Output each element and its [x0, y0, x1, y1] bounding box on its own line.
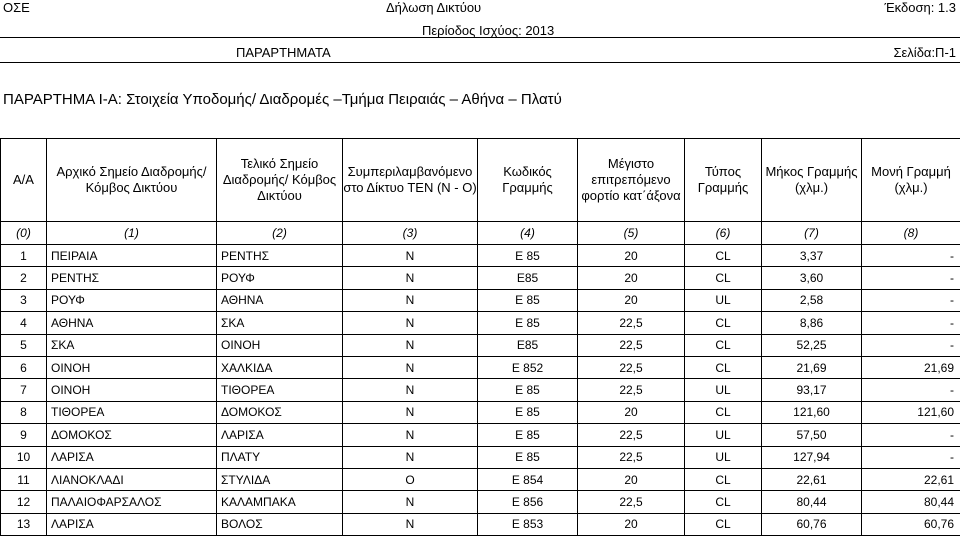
table-cell: ΔΟΜΟΚΟΣ: [47, 424, 217, 446]
column-header: Μονή Γραμμή (χλμ.): [862, 139, 960, 222]
table-cell: 22,5: [578, 424, 685, 446]
table-cell: Ε 85: [478, 446, 578, 468]
table-cell: 13: [1, 513, 47, 535]
table-cell: Ε85: [478, 334, 578, 356]
column-header: Κωδικός Γραμμής: [478, 139, 578, 222]
table-cell: 8: [1, 401, 47, 423]
table-cell: ΡΕΝΤΗΣ: [47, 267, 217, 289]
table-cell: -: [862, 424, 960, 446]
table-row: [1, 379, 960, 401]
table-cell: ΣΚΑ: [217, 312, 343, 334]
table-cell: Ν: [343, 334, 478, 356]
table-row: [1, 289, 960, 311]
table-cell: Ε 85: [478, 379, 578, 401]
table-cell: CL: [685, 312, 762, 334]
table-cell: -: [862, 446, 960, 468]
column-header: Μήκος Γραμμής (χλμ.): [762, 139, 862, 222]
table-cell: 22,61: [862, 468, 960, 490]
table-cell: 21,69: [862, 356, 960, 378]
table-cell: 11: [1, 468, 47, 490]
table-cell: UL: [685, 446, 762, 468]
table-row: [1, 446, 960, 468]
table-cell: ΡΟΥΦ: [47, 289, 217, 311]
table-row: [1, 401, 960, 423]
table-cell: CL: [685, 334, 762, 356]
table-cell: 121,60: [862, 401, 960, 423]
table-cell: 22,61: [762, 468, 862, 490]
table-cell: ΡΟΥΦ: [217, 267, 343, 289]
column-index: (8): [862, 222, 960, 245]
table-cell: 22,5: [578, 446, 685, 468]
table-cell: -: [862, 267, 960, 289]
table-cell: 52,25: [762, 334, 862, 356]
table-cell: ΟΙΝΟΗ: [47, 379, 217, 401]
table-cell: 20: [578, 401, 685, 423]
table-cell: 7: [1, 379, 47, 401]
column-header: Αρχικό Σημείο Διαδρομής/ Κόμβος Δικτύου: [47, 139, 217, 222]
table-cell: ΑΘΗΝΑ: [217, 289, 343, 311]
table-cell: ΠΕΙΡΑΙΑ: [47, 245, 217, 267]
table-row: [1, 267, 960, 289]
table-cell: 2,58: [762, 289, 862, 311]
table-cell: Ν: [343, 312, 478, 334]
table-cell: Ε 85: [478, 312, 578, 334]
table-cell: 3: [1, 289, 47, 311]
table-cell: CL: [685, 491, 762, 513]
table-cell: 3,37: [762, 245, 862, 267]
header-rule-2: [0, 62, 960, 63]
table-cell: ΚΑΛΑΜΠΑΚΑ: [217, 491, 343, 513]
table-cell: Ε 85: [478, 424, 578, 446]
table-cell: 8,86: [762, 312, 862, 334]
table-cell: -: [862, 312, 960, 334]
table-cell: ΠΑΛΑΙΟΦΑΡΣΑΛΟΣ: [47, 491, 217, 513]
routes-table: [0, 138, 960, 536]
table-cell: 20: [578, 289, 685, 311]
table-cell: Ε 856: [478, 491, 578, 513]
table-cell: 22,5: [578, 312, 685, 334]
table-cell: 22,5: [578, 334, 685, 356]
table-cell: 9: [1, 424, 47, 446]
table-cell: CL: [685, 245, 762, 267]
section-title: ΠΑΡΑΡΤΗΜΑ Ι-Α: Στοιχεία Υποδομής/ Διαδρομές –Τμήμα Πειραιάς – Αθήνα – Πλατύ: [3, 91, 562, 108]
table-cell: ΣΤΥΛΙΔΑ: [217, 468, 343, 490]
table-row: [1, 491, 960, 513]
column-index: (7): [762, 222, 862, 245]
column-index: (5): [578, 222, 685, 245]
table-cell: 60,76: [862, 513, 960, 535]
table-row: [1, 513, 960, 535]
table-cell: 5: [1, 334, 47, 356]
table-row: [1, 356, 960, 378]
table-cell: ΛΙΑΝΟΚΛΑΔΙ: [47, 468, 217, 490]
table-cell: -: [862, 334, 960, 356]
table-cell: Ν: [343, 513, 478, 535]
table-cell: CL: [685, 513, 762, 535]
table-cell: 2: [1, 267, 47, 289]
table-cell: UL: [685, 379, 762, 401]
table-cell: 127,94: [762, 446, 862, 468]
header-rule: [0, 37, 960, 38]
column-header: Α/Α: [1, 139, 47, 222]
table-cell: Ν: [343, 245, 478, 267]
column-header: Συμπεριλαμβανόμενο στο Δίκτυο ΤΕΝ (Ν - Ο): [343, 139, 478, 222]
table-cell: Ν: [343, 401, 478, 423]
table-cell: Ε 85: [478, 289, 578, 311]
table-cell: 80,44: [762, 491, 862, 513]
column-header: Μέγιστο επιτρεπόμενο φορτίο κατ΄άξονα: [578, 139, 685, 222]
table-cell: CL: [685, 267, 762, 289]
column-index: (2): [217, 222, 343, 245]
table-row: [1, 334, 960, 356]
table-cell: 4: [1, 312, 47, 334]
table-cell: ΛΑΡΙΣΑ: [47, 446, 217, 468]
table-cell: 1: [1, 245, 47, 267]
validity-period: Περίοδος Ισχύος: 2013: [422, 23, 554, 38]
table-row: [1, 468, 960, 490]
table-cell: 80,44: [862, 491, 960, 513]
table-cell: 20: [578, 267, 685, 289]
table-cell: 121,60: [762, 401, 862, 423]
column-index: (3): [343, 222, 478, 245]
table-cell: ΛΑΡΙΣΑ: [217, 424, 343, 446]
org-name: ΟΣΕ: [3, 0, 30, 15]
column-header: Τελικό Σημείο Διαδρομής/ Κόμβος Δικτύου: [217, 139, 343, 222]
table-cell: CL: [685, 468, 762, 490]
table-row: [1, 245, 960, 267]
table-cell: Ε 85: [478, 245, 578, 267]
table-cell: -: [862, 289, 960, 311]
table-cell: 12: [1, 491, 47, 513]
table-cell: CL: [685, 401, 762, 423]
table-cell: UL: [685, 289, 762, 311]
table-cell: Ν: [343, 446, 478, 468]
page-number: Σελίδα:Π-1: [893, 45, 956, 60]
table-cell: Ν: [343, 289, 478, 311]
table-cell: Ν: [343, 491, 478, 513]
table-row: [1, 424, 960, 446]
table-cell: Ν: [343, 267, 478, 289]
table-cell: ΒΟΛΟΣ: [217, 513, 343, 535]
column-index: (4): [478, 222, 578, 245]
table-cell: -: [862, 379, 960, 401]
table-cell: 22,5: [578, 356, 685, 378]
table-cell: ΛΑΡΙΣΑ: [47, 513, 217, 535]
table-cell: Ε 852: [478, 356, 578, 378]
table-cell: 57,50: [762, 424, 862, 446]
table-cell: Ε 853: [478, 513, 578, 535]
table-cell: ΧΑΛΚΙΔΑ: [217, 356, 343, 378]
table-cell: Ε 854: [478, 468, 578, 490]
table-cell: ΡΕΝΤΗΣ: [217, 245, 343, 267]
section-label: ΠΑΡΑΡΤΗΜΑΤΑ: [236, 45, 331, 60]
table-cell: 10: [1, 446, 47, 468]
edition-label: Έκδοση: 1.3: [884, 0, 956, 15]
table-cell: ΤΙΘΟΡΕΑ: [47, 401, 217, 423]
table-cell: ΟΙΝΟΗ: [47, 356, 217, 378]
table-cell: 3,60: [762, 267, 862, 289]
column-index-row: [1, 222, 960, 245]
table-cell: 60,76: [762, 513, 862, 535]
column-index: (6): [685, 222, 762, 245]
table-cell: ΠΛΑΤΥ: [217, 446, 343, 468]
table-cell: 22,5: [578, 491, 685, 513]
column-index: (0): [1, 222, 47, 245]
table-cell: -: [862, 245, 960, 267]
table-cell: Ε85: [478, 267, 578, 289]
table-cell: 20: [578, 513, 685, 535]
table-cell: 20: [578, 245, 685, 267]
table-cell: Ν: [343, 379, 478, 401]
table-cell: ΔΟΜΟΚΟΣ: [217, 401, 343, 423]
table-cell: 93,17: [762, 379, 862, 401]
table-cell: CL: [685, 356, 762, 378]
table-cell: ΑΘΗΝΑ: [47, 312, 217, 334]
document-title: Δήλωση Δικτύου: [386, 0, 481, 15]
table-cell: Ο: [343, 468, 478, 490]
table-cell: Ν: [343, 424, 478, 446]
table-cell: 21,69: [762, 356, 862, 378]
table-cell: ΟΙΝΟΗ: [217, 334, 343, 356]
table-header-row: [1, 139, 960, 222]
table-cell: ΤΙΘΟΡΕΑ: [217, 379, 343, 401]
table-cell: 6: [1, 356, 47, 378]
table-row: [1, 312, 960, 334]
column-index: (1): [47, 222, 217, 245]
table-cell: 22,5: [578, 379, 685, 401]
table-cell: Ν: [343, 356, 478, 378]
table-cell: 20: [578, 468, 685, 490]
table-cell: ΣΚΑ: [47, 334, 217, 356]
table-cell: Ε 85: [478, 401, 578, 423]
table-cell: UL: [685, 424, 762, 446]
column-header: Τύπος Γραμμής: [685, 139, 762, 222]
